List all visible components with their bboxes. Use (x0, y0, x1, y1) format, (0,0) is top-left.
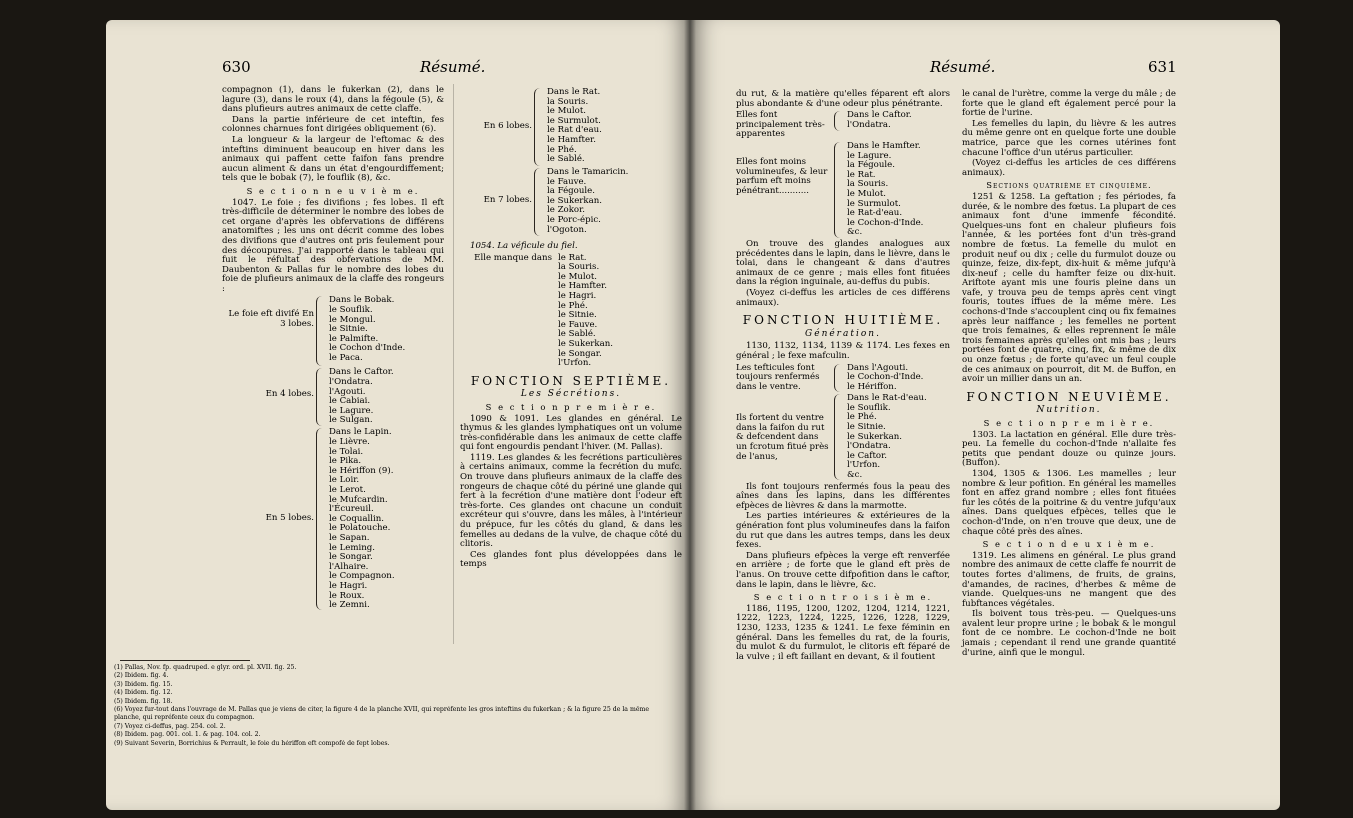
testicules-group-2 (736, 394, 950, 480)
list-item: le Surmulot. (547, 115, 601, 126)
list-item: le Compagnon. (329, 571, 395, 582)
list-item: Dans le Caftor. (847, 110, 912, 121)
glandes-group-1 (736, 111, 950, 140)
footnotes (114, 664, 674, 748)
section-heading: S e c t i o n t r o i s i è m e. (753, 592, 933, 603)
list-item: le Sukerkan. (847, 431, 902, 442)
list-item: le Cabiai. (329, 396, 371, 407)
section-heading: S e c t i o n p r e m i è r e. (485, 401, 657, 412)
left-column-2 (460, 86, 682, 571)
list-item: l'Ondatra. (847, 441, 891, 452)
list-item: l'Écureuil. (329, 504, 374, 515)
list-item: le Paca. (329, 353, 363, 364)
fonction-subheading: Les Sécrétions. (520, 389, 622, 400)
list-item: le Polatouche. (329, 523, 391, 534)
fonction-heading: FONCTION NEUVIÈME. (966, 389, 1172, 404)
list-item: le Lagure. (329, 405, 374, 416)
left-column-1 (222, 86, 444, 613)
list-item: le Surmulot. (847, 198, 901, 209)
list-item: le Fauve. (558, 319, 598, 330)
brace (834, 364, 843, 392)
group-label: Elles font moins volumineufes, & leur parfum eft moins pénétrant........... (736, 156, 828, 196)
lobes-group-3 (222, 296, 444, 366)
group-label: Les tefticules font toujours renfermés dans le ventre. (736, 362, 820, 392)
book-gutter (684, 20, 696, 810)
list-item: le Hagri. (329, 580, 368, 591)
paragraph: Ils boivent tous très-peu. — Quelques-uns avalent leur propre urine ; le bobak & le mongul font de ce nombre. Le cochon-d'Inde ne boit jamais ; cependant il rend une grande quantité d'urine, ainfi que le mongul. (962, 609, 1176, 658)
paragraph: 1130, 1132, 1134, 1139 & 1174. Les fexes en général ; le fexe mafculin. (736, 341, 950, 361)
brace (834, 142, 843, 238)
paragraph: compagnon (1), dans le fukerkan (2), dans le lagure (3), dans le roux (4), dans la fégoule (5), & dans plufieurs autres animaux de cette claffe. (222, 85, 444, 115)
list-item: le Palmifte. (329, 333, 379, 344)
fonction-heading: FONCTION HUITIÈME. (742, 313, 944, 328)
list-item: le Rat-d'eau. (847, 208, 903, 219)
list-item: le Sitnie. (329, 324, 368, 335)
list-item: l'Ondatra. (847, 119, 891, 130)
list-item: le Mulot. (847, 188, 887, 199)
list-item: le Rat. (558, 252, 587, 263)
footnote: (8) Ibidem. pag. 001. col. 1. & pag. 104. col. 2. (114, 731, 261, 739)
list-item: le Phé. (558, 300, 588, 311)
paragraph: La longueur & la largeur de l'eftomac & des inteftins diminuent beaucoup en hiver dans les animaux qui paffent cette faifon fans prendre aucun aliment & dans un état d'engourdiffement; tels que le bobak (7), le fouflik (8), &c. (222, 134, 444, 184)
list-item: le Mufcardin. (329, 494, 388, 505)
list-item: le Hériffon (9). (329, 465, 394, 476)
list-item: le Rat. (847, 169, 876, 180)
list-item: le Sablé. (558, 329, 596, 340)
section-heading: S e c t i o n n e u v i è m e. (246, 185, 420, 196)
section-heading: S e c t i o n d e u x i è m e. (982, 539, 1156, 550)
paragraph: 1186, 1195, 1200, 1202, 1204, 1214, 1221, 1222, 1223, 1224, 1225, 1226, 1228, 1229, 1230, 1233, 1235 & 1241. Le fexe féminin en général. Dans les femelles du rat, de la fouris, du mulot & du furmulot, le clitoris eft féparé de la vulve ; il eft faillant en devant, & il foutient (736, 603, 950, 662)
footnote: (7) Voyez ci-deffus, pag. 254. col. 2. (114, 722, 226, 730)
list-item: le Mongul. (329, 314, 376, 325)
list-item: le Mulot. (558, 271, 598, 282)
paragraph: 1303. La lactation en général. Elle dure très-peu. La femelle du cochon-d'Inde n'allaite fes petits que pendant douze ou quinze jours. (Buffon). (962, 429, 1176, 469)
list-item: le Leming. (329, 542, 376, 553)
list-item: le Caftor. (847, 450, 887, 461)
lobes-group-4 (222, 368, 444, 426)
list-item: le Cochon-d'Inde. (847, 372, 924, 383)
fonction-heading: FONCTION SEPTIÈME. (470, 373, 672, 388)
group-label: En 4 lobes. (265, 389, 314, 400)
list-item: la Souris. (558, 262, 600, 273)
paragraph: 1251 & 1258. La geftation ; fes périodes, fa durée, & le nombre des fœtus. La plupart de ces animaux font d'une immenfe fécondité. Quelques-uns font en chaleur plufieurs fois l'année, & les portées font d'un très-grand nombre de fœtus. La femelle du mulot en produit neuf ou dix ; celle du furmulot douze ou quinze, feize, dix-fept, dix-huit & même jufqu'à dix-neuf ; celle du hamfter feize ou dix-huit. Ariftote ayant mis une fouris pleine dans un vafe, y trouva peu de temps après cent vingt fouris, toutes iffues de la même mère. Les cochons-d'Inde s'accouplent cinq ou fix femaines après leur naiffance ; les femelles ne portent que trois femaines, & elles reprennent le mâle trois femaines après qu'elles ont mis bas ; leurs portées font de quatre, cinq, fix, & même de dix ou onze fœtus ; de forte qu'avec un feul couple de ces animaux on pourroit, dit M. de Buffon, en avoir un millier dans un an. (962, 191, 1176, 385)
list-item: le Sitnie. (847, 422, 886, 433)
paragraph: du rut, & la matière qu'elles féparent eft alors plus abondante & d'une odeur plus pénétrante. (736, 89, 950, 109)
list-item: le Cochon-d'Inde. (847, 217, 924, 228)
list-item: le Sapan. (329, 533, 370, 543)
group-label: Elle manque dans (474, 252, 552, 263)
list-item: la Fégoule. (847, 160, 895, 171)
list-item: le Rat d'eau. (547, 125, 602, 136)
list-item: le Souflik. (329, 305, 373, 316)
group-label: En 5 lobes. (265, 513, 314, 524)
list-item: la Souris. (847, 179, 889, 190)
list-item: Dans le Tamaricin. (547, 167, 629, 177)
list-item: le Sablé. (547, 154, 585, 165)
list-item: l'Agouti. (329, 386, 366, 397)
glandes-group-2 (736, 142, 950, 238)
paragraph: Ces glandes font plus développées dans le temps (460, 549, 682, 570)
paragraph: (Voyez ci-deffus les articles de ces différens animaux). (736, 287, 950, 308)
list-item: le Souflik. (847, 402, 891, 413)
brace (316, 296, 325, 366)
fonction-subheading: Nutrition. (1036, 405, 1102, 416)
page-number-left: 630 (222, 58, 251, 76)
brace (316, 368, 325, 426)
list-item: le Sitnie. (558, 310, 597, 321)
footnote: (1) Pallas, Nov. fp. quadruped. e glyr. ord. pl. XVII. fig. 25. (114, 664, 297, 671)
paragraph: 1090 & 1091. Les glandes en général. Le thymus & les glandes lymphatiques ont un volume très-confidérable dans les animaux de cette claffe qui font engourdis pendant l'hiver. (M. Pallas). (460, 413, 682, 453)
testicules-group-1 (736, 364, 950, 393)
paragraph: On trouve des glandes analogues aux précédentes dans le lapin, dans le lièvre, dans le tolai, dans le changeant & dans d'autres animaux de ce genre ; mais elles font fituées dans la région inguinale, au-deffus du pubis. (736, 238, 950, 288)
list-item: le Cochon d'Inde. (329, 343, 406, 354)
list-item: Dans le Hamfter. (847, 140, 921, 151)
footnote: (4) Ibidem. fig. 12. (114, 689, 173, 697)
list-item: l'Urfon. (847, 460, 881, 471)
list-item: Dans le Caftor. (329, 367, 394, 378)
list-item: l'Alhaire. (329, 561, 369, 572)
paragraph: 1119. Les glandes & les fecrétions particulières à certains animaux, comme la fecrétion du mufc. On trouve dans plufieurs animaux de la claffe des rongeurs de chaque côté du périné une glande qui fert à la fecrétion d'une matière dont l'odeur eft très-forte. Ces glandes ont chacune un conduit excréteur qui s'ouvre, dans les mâles, à l'intérieur du prépuce, fur les côtés du gland, & dans les femelles au dedans de la vulve, de chaque côté du clitoris. (460, 452, 682, 550)
footnote: (3) Ibidem. fig. 15. (114, 680, 173, 688)
list-item: le Hamfter. (547, 134, 596, 145)
paragraph: (Voyez ci-deffus les articles de ces différens animaux). (962, 158, 1176, 178)
list-item: le Hériffon. (847, 381, 897, 392)
brace (534, 88, 543, 166)
group-label: Elles font principalement très-apparentes (736, 110, 825, 140)
paragraph: Dans la partie inférieure de cet inteftin, fes colonnes charnues font dirigées obliquement (6). (222, 114, 444, 135)
brace (834, 394, 843, 480)
lobes-group-6 (460, 88, 682, 166)
footnote: (5) Ibidem. fig. 18. (114, 697, 173, 705)
group-label: Ils fortent du ventre dans la faifon du rut & defcendent dans un fcrotum fitué près de l'anus, (736, 413, 829, 462)
list-item: le Roux. (329, 590, 365, 601)
list-item: le Songar. (329, 552, 373, 563)
paragraph: Dans plufieurs efpèces la verge eft renverfée en arrière ; de forte que le gland eft près de l'anus. On trouve cette difpofition dans le caftor, dans le lapin, dans le lièvre, &c. (736, 550, 950, 590)
paragraph: 1319. Les alimens en général. Le plus grand nombre des animaux de cette claffe fe nourrit de toutes fortes d'alimens, de fruits, de grains, d'amandes, de racines, d'herbes & même de viande. Quelques-uns ne mangent que des fubftances végétales. (962, 550, 1176, 609)
list-item: le Phé. (847, 412, 877, 423)
list-item: le Songar. (558, 348, 602, 359)
list-item: &c. (847, 470, 863, 481)
footnote-rule (120, 660, 250, 661)
paragraph: Les parties intérieures & extérieures de la génération font plus volumineufes dans la faifon du rut que dans les autres temps, dans les deux fexes. (736, 511, 950, 551)
fonction-subheading: Génération. (805, 328, 881, 339)
brace (534, 168, 543, 236)
right-column-2 (962, 90, 1176, 659)
paragraph: 1054. La véficule du fiel. (470, 241, 578, 251)
list-item: l'Urfon. (558, 358, 592, 369)
list-item: Dans le Rat-d'eau. (847, 393, 927, 404)
section-heading: S e c t i o n p r e m i è r e. (983, 418, 1155, 428)
list-item: le Zokor. (547, 205, 585, 216)
list-item: le Hagri. (558, 290, 597, 301)
list-item: le Loir. (329, 475, 360, 486)
list-item: le Fauve. (547, 176, 587, 187)
list-item: le Lerot. (329, 485, 366, 496)
list-item: l'Ondatra. (329, 377, 373, 388)
lobes-group-5 (222, 428, 444, 610)
running-head-left: Résumé. (420, 58, 486, 76)
right-column-1 (736, 90, 950, 663)
group-label: En 6 lobes. (483, 121, 532, 131)
running-head-right: Résumé. (930, 58, 996, 76)
paragraph: Ils font toujours renfermés fous la peau des aînes dans les lapins, dans les différentes efpèces de lièvres & dans la marmotte. (736, 481, 950, 511)
page-number-right: 631 (1148, 58, 1177, 76)
list-item: le Zemni. (329, 600, 370, 611)
paragraph: 1047. Le foie ; fes divifions ; fes lobes. Il eft très-difficile de déterminer le nombre des lobes de cet organe d'après les obfervations de différens anatomiftes ; les uns ont décrit comme des lobes des divifions que d'autres ont pris feulement pour des découpures. J'ai rapporté dans le tableau qui fuit le réfultat des obfervations de MM. Daubenton & Pallas fur le nombre des lobes du foie de plufieurs animaux de la claffe des rongeurs : (222, 197, 444, 294)
paragraph: 1304, 1305 & 1306. Les mamelles ; leur nombre & leur pofition. En général les mamelles font en affez grand nombre ; elles font fituées fur les côtés de la poitrine & du ventre jufqu'aux aînes. Dans quelques efpèces, telles que le cochon-d'Inde, on n'en trouve que deux, une de chaque côté près des aînes. (962, 468, 1176, 537)
list-item: Dans le Lapin. (329, 427, 392, 438)
brace (834, 111, 843, 131)
list-item: la Souris. (547, 96, 589, 107)
paragraph: le canal de l'urètre, comme la verge du mâle ; de forte que le gland eft également percé pour la fortie de l'urine. (962, 89, 1176, 119)
list-item: Dans le Bobak. (329, 295, 395, 306)
footnote: (9) Suivant Severin, Borrichius & Perrault, le foie du hériffon eft compofé de fept lobes. (114, 739, 390, 747)
list-item: le Coquallin. (329, 513, 384, 524)
paragraph: Les femelles du lapin, du lièvre & les autres du même genre ont en quelque forte une double matrice, parce que les cornes utérines font chacune l'office d'un utérus particulier. (962, 118, 1176, 158)
list-item: le Phé. (547, 144, 577, 155)
list-item: Dans l'Agouti. (847, 362, 909, 373)
list-item: le Mulot. (547, 106, 587, 117)
list-item: le Tolai. (329, 446, 364, 457)
footnote: (2) Ibidem. fig. 4. (114, 672, 169, 680)
list-item: le Sulgan. (329, 415, 373, 426)
list-item: &c. (847, 227, 863, 238)
list-item: le Pika. (329, 456, 362, 467)
group-label: Le foie eft divifé En 3 lobes. (228, 309, 314, 330)
list-item: le Sukerkan. (558, 338, 613, 349)
list-item: la Fégoule. (547, 186, 595, 197)
list-item: le Sukerkan. (547, 195, 602, 206)
footnote: (6) Voyez fur-tout dans l'ouvrage de M. Pallas que je viens de citer, la figure 4 de la planche XVII, qui repréfente les gros inteftins du fukerkan ; & la figure 25 de la même planche, qui repréfente ceux du compagnon. (114, 706, 650, 722)
lobes-group-7 (460, 168, 682, 236)
list-item: le Lagure. (847, 150, 892, 161)
list-item: le Hamfter. (558, 281, 607, 292)
list-item: Dans le Rat. (547, 87, 601, 97)
brace (316, 428, 325, 610)
list-item: le Porc-épic. (547, 214, 601, 225)
column-divider (453, 84, 454, 644)
group-label: En 7 lobes. (483, 195, 532, 205)
list-item: l'Ogoton. (547, 224, 587, 235)
list-item: le Lièvre. (329, 437, 370, 448)
fiel-group (460, 254, 682, 369)
section-heading: Sections quatrième et cinquième. (986, 180, 1152, 191)
